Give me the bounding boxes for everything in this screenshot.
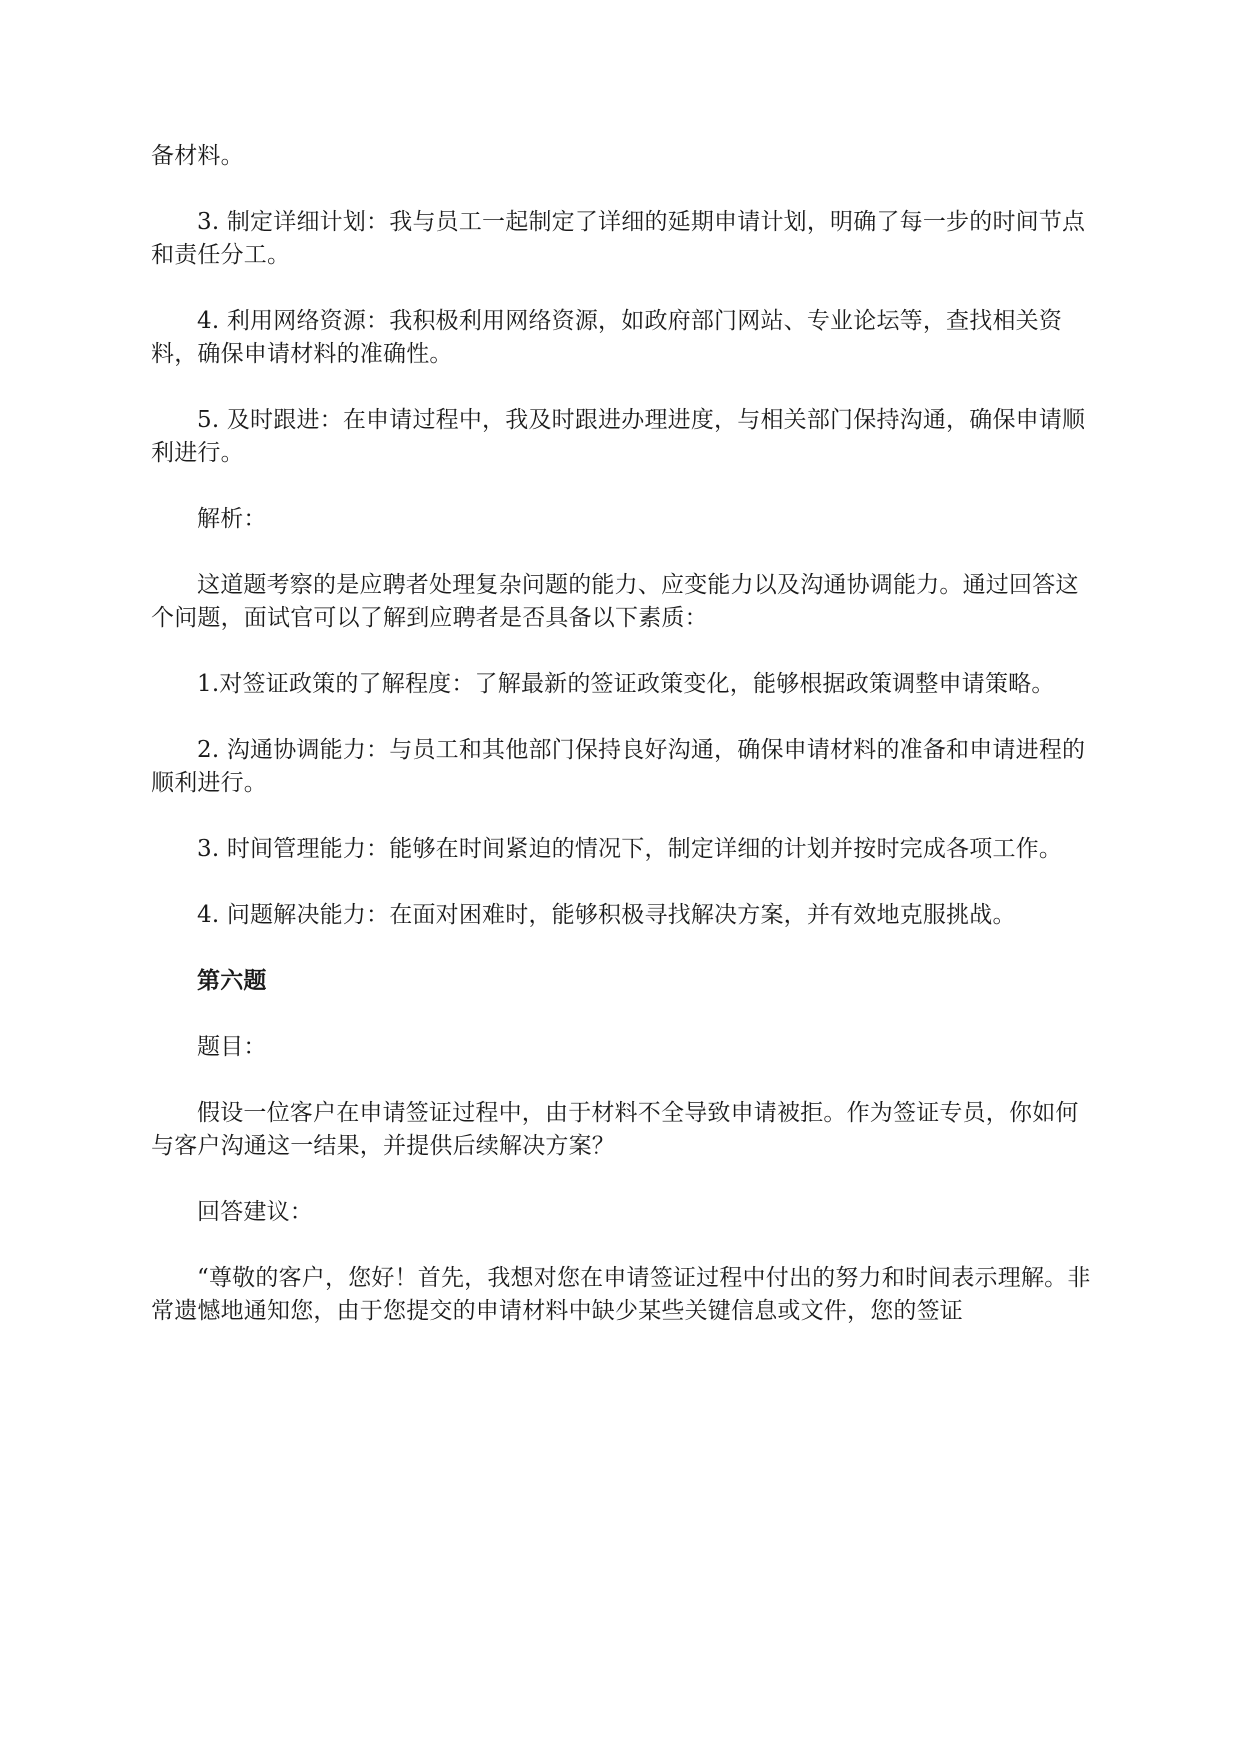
analysis-label: 解析：	[197, 506, 267, 532]
answer-label: 回答建议：	[197, 1199, 313, 1225]
question-text: 假设一位客户在申请签证过程中，由于材料不全导致申请被拒。作为签证专员，你如何与客户沟通这一结果，并提供后续解决方案？	[151, 1100, 1079, 1159]
answer-text: “尊敬的客户，您好！首先，我想对您在申请签证过程中付出的努力和时间表示理解。非常遗憾地通知您，由于您提交的申请材料中缺少某些关键信息或文件，您的签证	[151, 1265, 1091, 1324]
paragraph-point-4-resources: 4. 利用网络资源：我积极利用网络资源，如政府部门网站、专业论坛等，查找相关资料，确保申请材料的准确性。	[151, 308, 1063, 367]
question-label: 题目：	[197, 1034, 267, 1060]
document-body	[151, 140, 1091, 1328]
paragraph-point-3-plan: 3. 制定详细计划：我与员工一起制定了详细的延期申请计划，明确了每一步的时间节点和责任分工。	[151, 209, 1086, 268]
paragraph-continuation: 备材料。	[151, 143, 244, 169]
paragraph-point-5-follow-up: 5. 及时跟进：在申请过程中，我及时跟进办理进度，与相关部门保持沟通，确保申请顺利进行。	[151, 407, 1086, 466]
analysis-intro: 这道题考察的是应聘者处理复杂问题的能力、应变能力以及沟通协调能力。通过回答这个问题，面试官可以了解到应聘者是否具备以下素质：	[151, 572, 1079, 631]
quality-item-2: 2. 沟通协调能力：与员工和其他部门保持良好沟通，确保申请材料的准备和申请进程的顺利进行。	[151, 737, 1086, 796]
quality-item-1: 1.对签证政策的了解程度：了解最新的签证政策变化，能够根据政策调整申请策略。	[197, 671, 1055, 697]
quality-item-3: 3. 时间管理能力：能够在时间紧迫的情况下，制定详细的计划并按时完成各项工作。	[197, 836, 1063, 862]
section-heading: 第六题	[197, 968, 267, 994]
quality-item-4: 4. 问题解决能力：在面对困难时，能够积极寻找解决方案，并有效地克服挑战。	[197, 902, 1016, 928]
